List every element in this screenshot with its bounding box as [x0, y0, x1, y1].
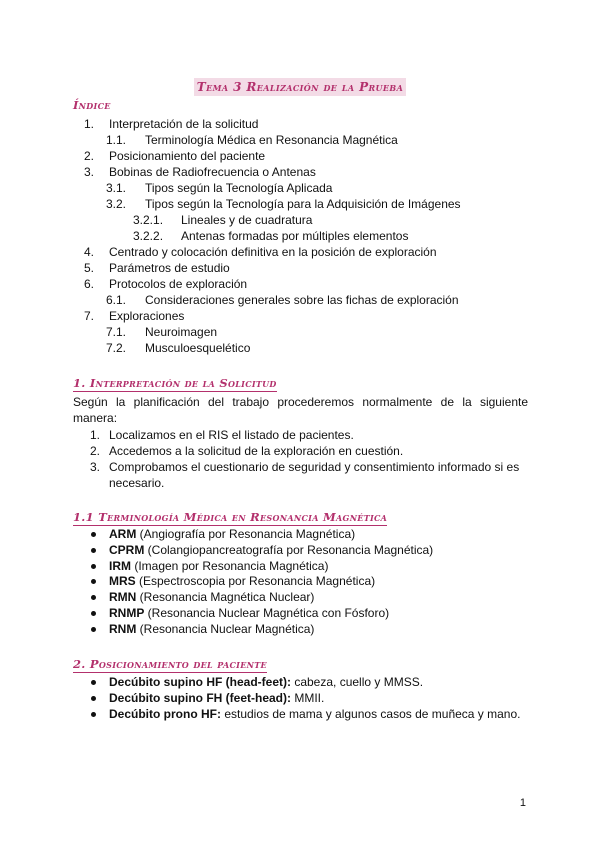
list-item-description: (Resonancia Magnética Nuclear) [136, 590, 315, 605]
toc-item-label: Parámetros de estudio [109, 261, 230, 275]
step-text-line-1: Localizamos en el RIS el listado de pacientes. [109, 428, 354, 442]
list-item-term: RNMP [109, 606, 145, 620]
toc-item-number: 7. [84, 309, 95, 323]
bullet-icon [91, 627, 96, 632]
toc-item-number: 7.1. [106, 325, 127, 339]
toc-item-number: 6.1. [106, 293, 127, 307]
toc-item-number: 4. [84, 245, 95, 259]
list-item-text [109, 622, 314, 637]
section-1-1-heading: 1.1 Terminología Médica en Resonancia Magnética [73, 510, 388, 524]
list-item-description: (Resonancia Nuclear Magnética con Fósforo) [144, 606, 390, 620]
toc-item-label: Antenas formadas por múltiples elementos [181, 229, 409, 243]
toc-item-label: Tipos según la Tecnología para la Adquisición de Imágenes [145, 197, 461, 211]
step-text-line-1: Comprobamos el cuestionario de seguridad y consentimiento informado si es [109, 460, 520, 474]
section-1-intro-line-2: manera: [73, 411, 118, 425]
bullet-icon [91, 712, 96, 717]
list-item-term: MRS [109, 574, 136, 589]
index-heading: Índice [73, 98, 111, 112]
bullet-icon [91, 611, 96, 616]
toc-item-label: Exploraciones [109, 309, 185, 323]
step-text-line-2: necesario. [109, 475, 165, 490]
list-item-term: RMN [109, 590, 137, 605]
list-item-term: Decúbito supino FH (feet-head): [109, 691, 291, 705]
list-item-description: (Imagen por Resonancia Magnética) [131, 558, 329, 573]
toc-item-label: Protocolos de exploración [109, 277, 248, 291]
title-wrap [0, 78, 600, 96]
step-number: 3. [90, 460, 101, 474]
list-item-text [109, 574, 375, 589]
list-item-description: cabeza, cuello y MMSS. [291, 675, 424, 689]
list-item-term: IRM [109, 558, 131, 573]
list-item-text [109, 559, 328, 574]
bullet-icon [91, 696, 96, 701]
list-item-description: MMII. [291, 691, 325, 705]
list-item-term: Decúbito supino HF (head-feet): [109, 675, 291, 689]
page-title: Tema 3 Realización de la Prueba [194, 78, 406, 96]
list-item-term: Decúbito prono HF: [109, 707, 221, 721]
section-1-intro-line-1: Según la planificación del trabajo procederemos normalmente de la siguiente [73, 395, 528, 409]
list-item-description: (Angiografía por Resonancia Magnética) [136, 527, 356, 541]
toc-item-label: Musculoesquelético [145, 341, 251, 355]
toc-item-number: 3.1. [106, 181, 127, 195]
section-1-heading: 1. Interpretación de la Solicitud [73, 376, 277, 390]
bullet-icon [91, 595, 96, 600]
list-item-description: estudios de mama y algunos casos de muñeca y mano. [220, 707, 521, 721]
list-item-description: (Espectroscopia por Resonancia Magnética) [135, 574, 376, 589]
toc-item-label: Tipos según la Tecnología Aplicada [145, 181, 333, 195]
toc-item-number: 5. [84, 261, 95, 275]
toc-item-number: 1. [84, 117, 95, 131]
toc-item-number: 7.2. [106, 341, 127, 355]
toc-item-number: 3. [84, 165, 95, 179]
list-item-term: RNM [109, 621, 137, 636]
toc-item-label: Interpretación de la solicitud [109, 117, 259, 131]
list-item-text [109, 691, 324, 706]
list-item-text [109, 606, 389, 621]
page-number: 1 [519, 797, 526, 809]
toc-item-label: Centrado y colocación definitiva en la posición de exploración [109, 245, 437, 259]
list-item-text [109, 707, 520, 722]
toc-item-number: 6. [84, 277, 95, 291]
list-item-text [109, 675, 423, 690]
toc-item-label: Terminología Médica en Resonancia Magnética [145, 133, 398, 147]
step-number: 1. [90, 428, 101, 442]
toc-item-number: 3.2. [106, 197, 127, 211]
list-item-text [109, 543, 433, 558]
toc-item-label: Bobinas de Radiofrecuencia o Antenas [109, 165, 316, 179]
bullet-icon [91, 564, 96, 569]
list-item-text [109, 527, 355, 542]
toc-item-label: Lineales y de cuadratura [181, 213, 313, 227]
bullet-icon [91, 579, 96, 584]
bullet-icon [91, 532, 96, 537]
list-item-text [109, 590, 314, 605]
toc-item-number: 2. [84, 149, 95, 163]
toc-item-label: Neuroimagen [145, 325, 218, 339]
list-item-description: (Resonancia Nuclear Magnética) [136, 621, 315, 636]
toc-item-number: 1.1. [106, 133, 127, 147]
bullet-icon [91, 548, 96, 553]
section-1-intro [73, 394, 528, 426]
step-number: 2. [90, 444, 101, 458]
step-text [109, 444, 529, 460]
list-item-term: CPRM [109, 542, 145, 557]
toc-item-number: 3.2.1. [133, 213, 164, 227]
toc-item-label: Posicionamiento del paciente [109, 149, 266, 163]
step-text [109, 460, 529, 491]
section-2-heading: 2. Posicionamiento del paciente [73, 657, 267, 671]
step-text-line-1: Accedemos a la solicitud de la exploración en cuestión. [109, 444, 404, 458]
toc-item-number: 3.2.2. [133, 229, 164, 243]
step-text [109, 428, 529, 444]
list-item-description: (Colangiopancreatografía por Resonancia Magnética) [144, 542, 434, 557]
bullet-icon [91, 680, 96, 685]
list-item-term: ARM [109, 527, 137, 541]
toc-item-label: Consideraciones generales sobre las fichas de exploración [145, 293, 459, 307]
